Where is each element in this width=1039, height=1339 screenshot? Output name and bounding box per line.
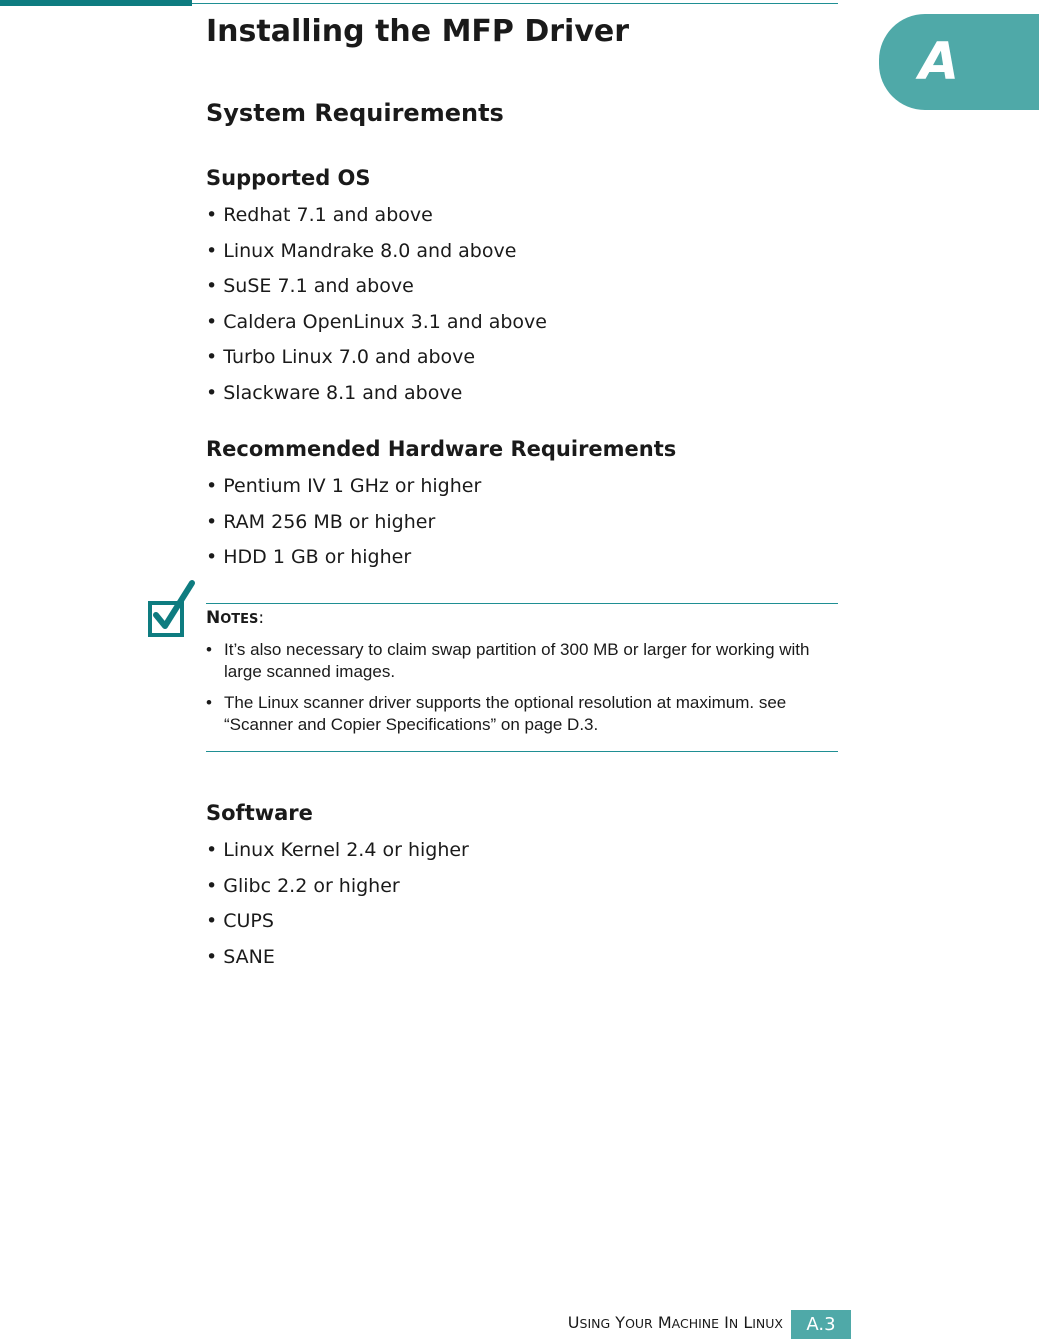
supported-os-list [206,198,547,411]
section-title: System Requirements [206,99,504,127]
list-item: • Glibc 2.2 or higher [206,874,400,897]
software-heading: Software [206,801,313,825]
notes-block [206,608,838,745]
list-item: • SuSE 7.1 and above [206,275,414,297]
note-item: • It’s also necessary to claim swap partition of 300 MB or larger for working with large scanned images. [206,639,838,683]
list-item: • Turbo Linux 7.0 and above [206,346,476,368]
page-title: Installing the MFP Driver [206,14,630,49]
header-accent-bar [0,0,192,6]
notes-list [206,639,838,736]
note-top-rule [206,603,838,604]
list-item: • HDD 1 GB or higher [206,546,412,568]
page-number-badge: A.3 [791,1310,851,1339]
list-item: • Linux Mandrake 8.0 and above [206,239,517,262]
notes-label: NOTES: [206,608,265,628]
list-item: • Linux Kernel 2.4 or higher [206,839,469,861]
list-item: • Caldera OpenLinux 3.1 and above [206,310,547,333]
checkmark-note-icon [146,577,196,639]
hardware-heading: Recommended Hardware Requirements [206,437,677,461]
list-item: • RAM 256 MB or higher [206,510,436,533]
list-item: • SANE [206,945,275,968]
software-list [206,833,469,975]
chapter-letter: A [918,32,960,92]
header-rule [192,3,838,4]
list-item: • Slackware 8.1 and above [206,381,463,404]
supported-os-heading: Supported OS [206,166,371,190]
list-item: • Pentium IV 1 GHz or higher [206,475,482,497]
note-item: • The Linux scanner driver supports the optional resolution at maximum. see “Scanner and Copier Specifications” on page D.3. [206,692,838,736]
list-item: • Redhat 7.1 and above [206,204,433,226]
footer-chapter-title: USING YOUR MACHINE IN LINUX [567,1313,783,1332]
note-bottom-rule [206,751,838,752]
chapter-tab [879,14,1039,110]
list-item: • CUPS [206,910,274,932]
hardware-list [206,469,481,576]
